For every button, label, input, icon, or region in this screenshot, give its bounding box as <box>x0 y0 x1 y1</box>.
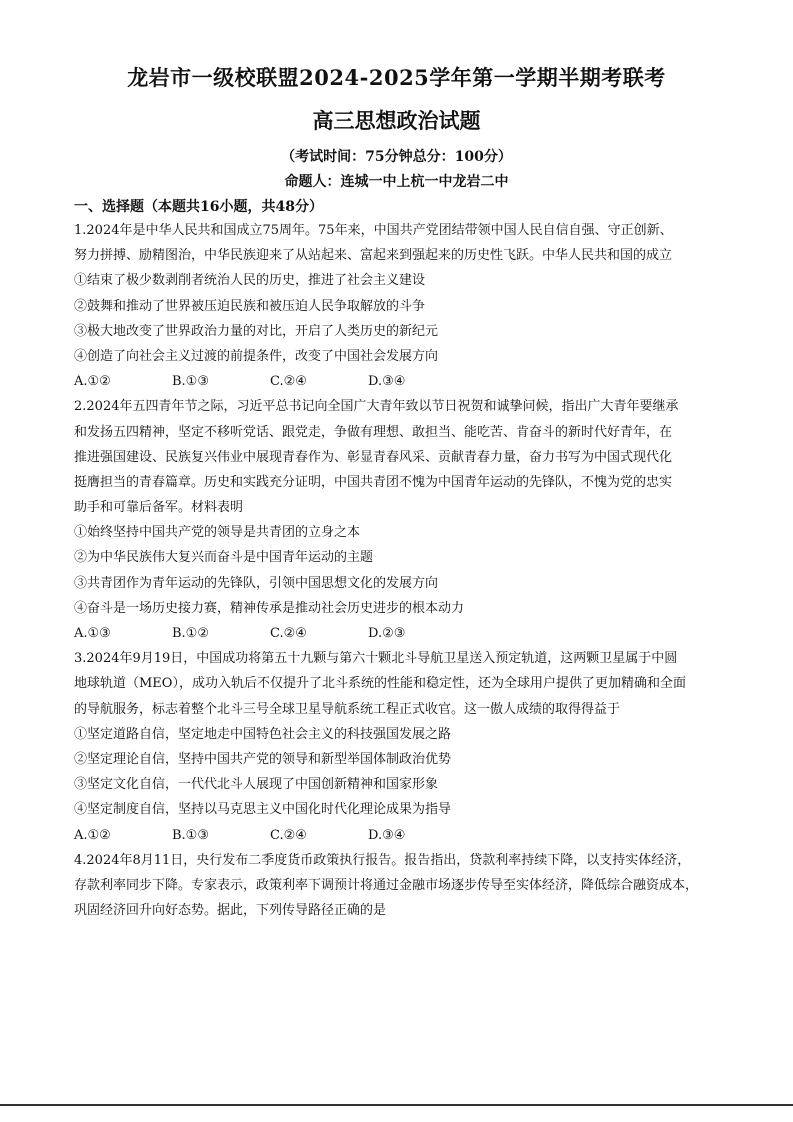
question-stem-line: 4.2024年8月11日，央行发布二季度货币政策执行报告。报告指出，贷款利率持续下降，以支持实体经济， <box>74 852 691 868</box>
question <box>74 394 734 646</box>
option-d: D.②③ <box>368 626 406 641</box>
question-stem-line: 2.2024年五四青年节之际，习近平总书记向全国广大青年致以节日祝贺和诚挚问候，指出广大青年要继承 <box>74 399 679 415</box>
statement: ①坚定道路自信，坚定地走中国特色社会主义的科技强国发展之路 <box>74 726 452 742</box>
answer-options <box>74 621 734 646</box>
option-b: B.①③ <box>172 827 209 843</box>
statement: ②为中华民族伟大复兴而奋斗是中国青年运动的主题 <box>74 550 374 566</box>
option-a: A.①② <box>74 374 111 390</box>
exam-time-info: （考试时间：75分钟总分：100分） <box>281 149 512 165</box>
statement: ①始终坚持中国共产党的领导是共青团的立身之本 <box>74 525 361 541</box>
answer-options <box>74 369 734 394</box>
option-c: C.②④ <box>270 374 307 390</box>
statement: ③共青团作为青年运动的先锋队，引领中国思想文化的发展方向 <box>74 575 439 591</box>
question-stem-line: 存款利率同步下降。专家表示，政策利率下调预计将通过金融市场逐步传导至实体经济，降低综合融资成本， <box>74 877 699 893</box>
question-stem-line: 挺膺担当的青春篇章。历史和实践充分证明，中国共青团不愧为中国青年运动的先锋队，不愧为党的忠实 <box>74 474 673 490</box>
statement: ②鼓舞和推动了世界被压迫民族和被压迫人民争取解放的斗争 <box>74 298 426 314</box>
exam-authors: 命题人：连城一中上杭一中龙岩二中 <box>284 174 509 190</box>
statement: ④创造了向社会主义过渡的前提条件，改变了中国社会发展方向 <box>74 348 439 364</box>
question <box>74 848 734 924</box>
option-b: B.①② <box>172 626 209 641</box>
question <box>74 218 734 394</box>
question-list <box>74 218 734 923</box>
question <box>74 646 734 848</box>
question-stem-line: 努力拼搏、励精图治，中华民族迎来了从站起来、富起来到强起来的历史性飞跃。中华人民共和国的成立 <box>74 248 673 264</box>
question-stem-line: 的导航服务，标志着整个北斗三号全球卫星导航系统工程正式收官。这一傲人成绩的取得得益于 <box>74 701 621 717</box>
option-d: D.③④ <box>368 374 406 390</box>
exam-title: 龙岩市一级校联盟2024-2025学年第一学期半期考联考 <box>127 65 666 90</box>
statement: ④奋斗是一场历史接力赛，精神传承是推动社会历史进步的根本动力 <box>74 600 465 616</box>
statement: ①结束了极少数剥削者统治人民的历史，推进了社会主义建设 <box>74 273 426 289</box>
question-stem-line: 和发扬五四精神，坚定不移听党话、跟党走，争做有理想、敢担当、能吃苦、肯奋斗的新时代好青年，在 <box>74 424 673 440</box>
answer-options <box>74 823 734 848</box>
section-heading: 一、选择题（本题共16小题，共48分） <box>74 199 323 215</box>
question-stem-line: 巩固经济回升向好态势。据此，下列传导路径正确的是 <box>74 903 387 919</box>
statement: ④坚定制度自信，坚持以马克思主义中国化时代化理论成果为指导 <box>74 802 452 818</box>
option-b: B.①③ <box>172 374 209 390</box>
question-stem-line: 3.2024年9月19日，中国成功将第五十九颗与第六十颗北斗导航卫星送入预定轨道，这两颗卫星属于中圆 <box>74 651 678 667</box>
option-c: C.②④ <box>270 827 307 843</box>
option-c: C.②④ <box>270 626 307 641</box>
statement: ③极大地改变了世界政治力量的对比，开启了人类历史的新纪元 <box>74 323 439 339</box>
option-d: D.③④ <box>368 827 406 843</box>
page-bottom-divider <box>0 1104 793 1106</box>
option-a: A.①③ <box>74 626 111 641</box>
exam-subtitle: 高三思想政治试题 <box>312 108 481 133</box>
question-stem-line: 地球轨道（MEO），成功入轨后不仅提升了北斗系统的性能和稳定性，还为全球用户提供了更加精确和全面 <box>74 676 686 692</box>
statement: ②坚定理论自信，坚持中国共产党的领导和新型举国体制政治优势 <box>74 751 452 767</box>
statement: ③坚定文化自信，一代代北斗人展现了中国创新精神和国家形象 <box>74 777 439 793</box>
question-stem-line: 助手和可靠后备军。材料表明 <box>74 500 244 516</box>
question-stem-line: 推进强国建设、民族复兴伟业中展现青春作为、彰显青春风采、贡献青春力量，奋力书写为中国式现代化 <box>74 449 673 465</box>
option-a: A.①② <box>74 827 111 843</box>
question-stem-line: 1.2024年是中华人民共和国成立75周年。75年来，中国共产党团结带领中国人民自信自强、守正创新、 <box>74 223 673 238</box>
